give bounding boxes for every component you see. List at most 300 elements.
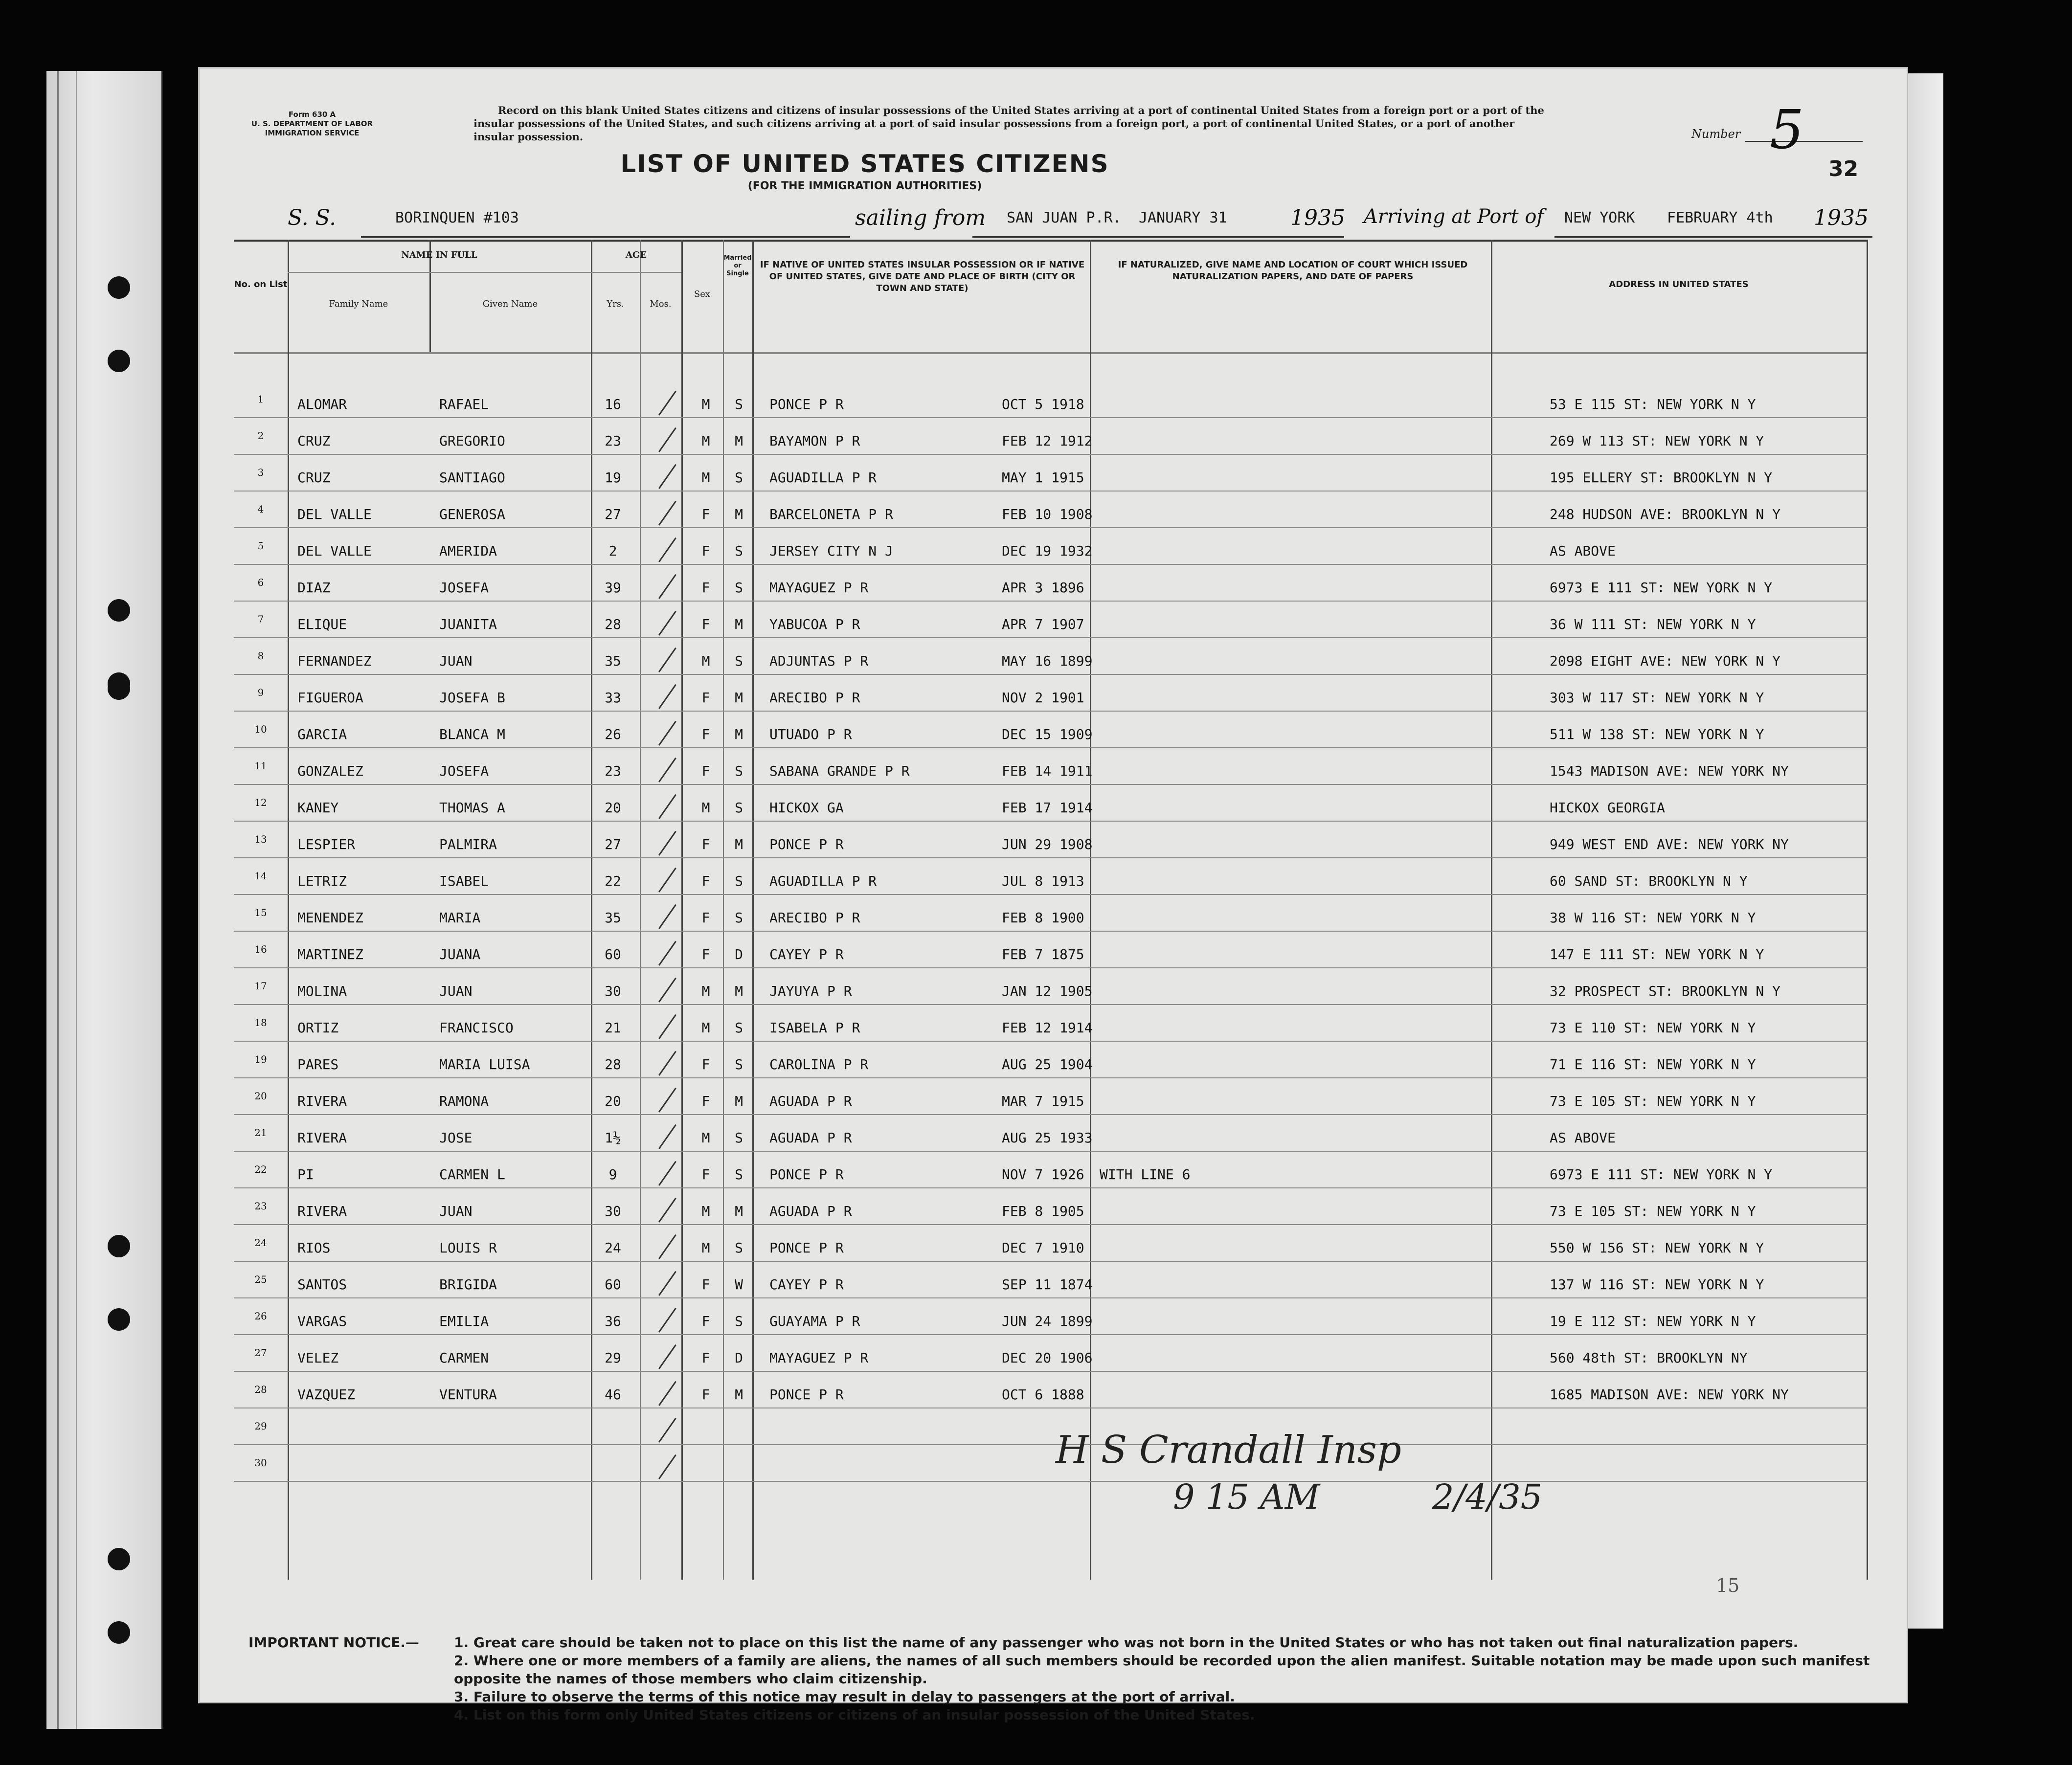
- binder-hole: [108, 350, 130, 372]
- us-address: 2098 EIGHT AVE: NEW YORK N Y: [1550, 653, 1781, 669]
- marital-status: S: [735, 800, 743, 816]
- marital-status: M: [735, 433, 743, 449]
- sex: F: [701, 506, 710, 522]
- sheet-count: 15: [1716, 1575, 1740, 1596]
- marital-status: S: [735, 653, 743, 669]
- table-row: [234, 1408, 1868, 1445]
- age-years: 23: [605, 433, 621, 449]
- sex: M: [701, 1020, 710, 1036]
- us-address: 269 W 113 ST: NEW YORK N Y: [1550, 433, 1764, 449]
- family-name: SANTOS: [297, 1276, 347, 1293]
- number-underline: [1745, 141, 1863, 142]
- notice-item: 4. List on this form only United States citizens or citizens of an insular possession of the United States.: [454, 1707, 1255, 1723]
- row-number: 25: [254, 1273, 267, 1285]
- row-number: 30: [254, 1457, 267, 1469]
- check-mark-icon: [658, 1014, 679, 1041]
- header-name-in-full: NAME IN FULL: [401, 250, 477, 260]
- check-mark-icon: [658, 501, 679, 527]
- binder-hole: [108, 1548, 130, 1570]
- binder-hole: [108, 276, 130, 299]
- marital-status: D: [735, 946, 743, 962]
- sex: M: [701, 983, 710, 999]
- passenger-table: [234, 240, 1868, 1580]
- us-address: 19 E 112 ST: NEW YORK N Y: [1550, 1313, 1756, 1329]
- us-address: 137 W 116 ST: NEW YORK N Y: [1550, 1276, 1764, 1293]
- ship-name: BORINQUEN #103: [395, 209, 519, 226]
- birth-place: GUAYAMA P R: [769, 1313, 860, 1329]
- birth-date: FEB 8 1905: [1002, 1203, 1084, 1219]
- table-row: [234, 1262, 1868, 1298]
- list-number: 5: [1770, 98, 1804, 161]
- table-row: [234, 1152, 1868, 1188]
- arriving-label: Arriving at Port of: [1364, 205, 1544, 228]
- age-years: 33: [605, 690, 621, 706]
- age-years: 26: [605, 726, 621, 742]
- us-address: 195 ELLERY ST: BROOKLYN N Y: [1550, 469, 1773, 486]
- birth-date: DEC 20 1906: [1002, 1350, 1093, 1366]
- birth-date: FEB 10 1908: [1002, 506, 1093, 522]
- ss-label: S. S.: [288, 205, 337, 230]
- birth-place: PONCE P R: [769, 396, 844, 412]
- row-number: 19: [254, 1053, 267, 1065]
- birth-place: CAROLINA P R: [769, 1056, 869, 1072]
- header-sex: Sex: [694, 289, 711, 299]
- marital-status: S: [735, 1166, 743, 1183]
- family-name: FERNANDEZ: [297, 653, 372, 669]
- table-row: [234, 565, 1868, 601]
- table-row: [234, 932, 1868, 968]
- sex: F: [701, 690, 710, 706]
- birth-place: SABANA GRANDE P R: [769, 763, 910, 779]
- row-number: 2: [257, 430, 264, 442]
- us-address: 73 E 110 ST: NEW YORK N Y: [1550, 1020, 1756, 1036]
- birth-place: PONCE P R: [769, 1240, 844, 1256]
- row-number: 18: [254, 1017, 267, 1028]
- birth-date: APR 7 1907: [1002, 616, 1084, 632]
- age-years: 46: [605, 1386, 621, 1403]
- check-mark-icon: [658, 684, 679, 711]
- sailing-from-label: sailing from: [855, 205, 986, 230]
- family-name: RIVERA: [297, 1203, 347, 1219]
- notice-item: 3. Failure to observe the terms of this notice may result in delay to passengers at the port of arrival.: [454, 1689, 1235, 1705]
- marital-status: S: [735, 1240, 743, 1256]
- age-years: 60: [605, 1276, 621, 1293]
- given-name: JUANA: [439, 946, 481, 962]
- arrival-date: FEBRUARY 4th: [1667, 209, 1773, 226]
- marital-status: S: [735, 1130, 743, 1146]
- family-name: RIVERA: [297, 1093, 347, 1109]
- check-mark-icon: [658, 574, 679, 601]
- table-row: [234, 712, 1868, 748]
- birth-date: FEB 12 1912: [1002, 433, 1093, 449]
- family-name: LETRIZ: [297, 873, 347, 889]
- table-row: [234, 492, 1868, 528]
- sex: M: [701, 1203, 710, 1219]
- row-number: 5: [257, 540, 264, 552]
- marital-status: D: [735, 1350, 743, 1366]
- age-years: 30: [605, 983, 621, 999]
- birth-date: JUN 24 1899: [1002, 1313, 1093, 1329]
- check-mark-icon: [658, 1308, 679, 1334]
- sex: F: [701, 1313, 710, 1329]
- marital-status: S: [735, 580, 743, 596]
- given-name: THOMAS A: [439, 800, 505, 816]
- notice-items: [454, 1633, 1872, 1724]
- age-years: 36: [605, 1313, 621, 1329]
- age-years: 22: [605, 873, 621, 889]
- header-subrule: [288, 272, 681, 273]
- check-mark-icon: [658, 1088, 679, 1114]
- age-years: 27: [605, 506, 621, 522]
- row-number: 9: [257, 687, 264, 698]
- age-years: 9: [608, 1166, 617, 1183]
- arrival-port: NEW YORK: [1564, 209, 1635, 226]
- birth-date: APR 3 1896: [1002, 580, 1084, 596]
- birth-place: JAYUYA P R: [769, 983, 852, 999]
- check-mark-icon: [658, 648, 679, 674]
- check-mark-icon: [658, 1454, 679, 1481]
- row-number: 4: [257, 503, 264, 515]
- given-name: JOSEFA B: [439, 690, 505, 706]
- departure-port: SAN JUAN P.R.: [1007, 209, 1122, 226]
- row-number: 16: [254, 943, 267, 955]
- age-years: 1½: [605, 1130, 621, 1146]
- marital-status: S: [735, 1020, 743, 1036]
- table-row: [234, 1005, 1868, 1041]
- birth-date: OCT 6 1888: [1002, 1386, 1084, 1403]
- birth-place: AGUADA P R: [769, 1130, 852, 1146]
- marital-status: M: [735, 1203, 743, 1219]
- birth-date: SEP 11 1874: [1002, 1276, 1093, 1293]
- sex: F: [701, 1386, 710, 1403]
- birth-date: AUG 25 1933: [1002, 1130, 1093, 1146]
- sex: F: [701, 1276, 710, 1293]
- table-row: [234, 528, 1868, 564]
- marital-status: S: [735, 396, 743, 412]
- given-name: CARMEN L: [439, 1166, 505, 1183]
- header-given-name: Given Name: [482, 299, 538, 309]
- us-address: 248 HUDSON AVE: BROOKLYN N Y: [1550, 506, 1781, 522]
- given-name: GREGORIO: [439, 433, 505, 449]
- table-row: [234, 638, 1868, 674]
- binder-hole: [108, 1621, 130, 1644]
- birth-place: JERSEY CITY N J: [769, 543, 893, 559]
- row-number: 15: [254, 907, 267, 918]
- family-name: LESPIER: [297, 836, 356, 852]
- binder-hole: [108, 1308, 130, 1331]
- check-mark-icon: [658, 978, 679, 1004]
- given-name: EMILIA: [439, 1313, 489, 1329]
- birth-date: NOV 7 1926: [1002, 1166, 1084, 1183]
- notice-item: 2. Where one or more members of a family are aliens, the names of all such members should be recorded upon the alien manifest. Suitable notation may be made upon such manifest opposite the names of those members who claim citizenship.: [454, 1653, 1870, 1687]
- family-name: PI: [297, 1166, 314, 1183]
- age-years: 19: [605, 469, 621, 486]
- check-mark-icon: [658, 1234, 679, 1261]
- given-name: PALMIRA: [439, 836, 497, 852]
- row-number: 7: [257, 613, 264, 625]
- header-years: Yrs.: [607, 299, 624, 309]
- check-mark-icon: [658, 1124, 679, 1151]
- birth-place: ADJUNTAS P R: [769, 653, 869, 669]
- birth-place: MAYAGUEZ P R: [769, 1350, 869, 1366]
- family-name: MARTINEZ: [297, 946, 363, 962]
- family-name: ORTIZ: [297, 1020, 339, 1036]
- given-name: GENEROSA: [439, 506, 505, 522]
- birth-place: ISABELA P R: [769, 1020, 860, 1036]
- us-address: 73 E 105 ST: NEW YORK N Y: [1550, 1203, 1756, 1219]
- age-years: 35: [605, 910, 621, 926]
- age-years: 27: [605, 836, 621, 852]
- us-address: 71 E 116 ST: NEW YORK N Y: [1550, 1056, 1756, 1072]
- row-number: 27: [254, 1347, 267, 1359]
- birth-place: PONCE P R: [769, 836, 844, 852]
- us-address: 32 PROSPECT ST: BROOKLYN N Y: [1550, 983, 1781, 999]
- given-name: ISABEL: [439, 873, 489, 889]
- birth-place: AGUADILLA P R: [769, 873, 877, 889]
- form-number: Form 630 A: [288, 110, 336, 119]
- family-name: MENENDEZ: [297, 910, 363, 926]
- given-name: AMERIDA: [439, 543, 497, 559]
- check-mark-icon: [658, 537, 679, 564]
- birth-date: FEB 17 1914: [1002, 800, 1093, 816]
- marital-status: S: [735, 1056, 743, 1072]
- marital-status: S: [735, 1313, 743, 1329]
- age-years: 29: [605, 1350, 621, 1366]
- form-title: LIST OF UNITED STATES CITIZENS: [620, 150, 1109, 178]
- birth-date: DEC 19 1932: [1002, 543, 1093, 559]
- binder-strip: [46, 71, 163, 1729]
- family-name: CRUZ: [297, 433, 331, 449]
- given-name: BLANCA M: [439, 726, 505, 742]
- table-row: [234, 1445, 1868, 1481]
- birth-date: JAN 12 1905: [1002, 983, 1093, 999]
- family-name: DEL VALLE: [297, 543, 372, 559]
- sex: M: [701, 396, 710, 412]
- us-address: 1543 MADISON AVE: NEW YORK NY: [1550, 763, 1789, 779]
- age-years: 28: [605, 616, 621, 632]
- check-mark-icon: [658, 831, 679, 857]
- check-mark-icon: [658, 464, 679, 491]
- us-address: 6973 E 111 ST: NEW YORK N Y: [1550, 1166, 1773, 1183]
- birth-place: AGUADA P R: [769, 1093, 852, 1109]
- birth-date: FEB 14 1911: [1002, 763, 1093, 779]
- given-name: JOSEFA: [439, 763, 489, 779]
- table-row: [234, 1042, 1868, 1078]
- given-name: JUANITA: [439, 616, 497, 632]
- sex: M: [701, 653, 710, 669]
- marital-status: M: [735, 983, 743, 999]
- birth-place: AGUADILLA P R: [769, 469, 877, 486]
- birth-date: AUG 25 1904: [1002, 1056, 1093, 1072]
- family-name: KANEY: [297, 800, 339, 816]
- table-row: [234, 1335, 1868, 1371]
- birth-place: MAYAGUEZ P R: [769, 580, 869, 596]
- us-address: AS ABOVE: [1550, 543, 1616, 559]
- sex: F: [701, 1350, 710, 1366]
- departure-year: 1935: [1290, 205, 1345, 230]
- binder-hole: [108, 599, 130, 622]
- department-name: U. S. DEPARTMENT OF LABOR: [251, 119, 373, 128]
- us-address: 147 E 111 ST: NEW YORK N Y: [1550, 946, 1764, 962]
- sex: F: [701, 1166, 710, 1183]
- birth-place: ARECIBO P R: [769, 690, 860, 706]
- sex: F: [701, 616, 710, 632]
- table-row: [234, 1298, 1868, 1335]
- binder-hole: [108, 1235, 130, 1257]
- age-years: 60: [605, 946, 621, 962]
- table-row: [234, 1188, 1868, 1225]
- table-border: [234, 240, 1868, 242]
- birth-place: PONCE P R: [769, 1386, 844, 1403]
- header-naturalization: IF NATURALIZED, GIVE NAME AND LOCATION OF COURT WHICH ISSUED NATURALIZATION PAPERS, AND DATE OF PAPERS: [1118, 260, 1468, 282]
- marital-status: M: [735, 690, 743, 706]
- family-name: ELIQUE: [297, 616, 347, 632]
- birth-date: MAY 16 1899: [1002, 653, 1093, 669]
- form-identifier: [234, 110, 390, 138]
- family-name: DIAZ: [297, 580, 331, 596]
- given-name: JUAN: [439, 653, 473, 669]
- family-name: ALOMAR: [297, 396, 347, 412]
- family-name: RIOS: [297, 1240, 331, 1256]
- given-name: BRIGIDA: [439, 1276, 497, 1293]
- header-married: Married or Single: [723, 254, 752, 277]
- table-row: [234, 968, 1868, 1005]
- given-name: JOSEFA: [439, 580, 489, 596]
- sex: M: [701, 1240, 710, 1256]
- age-years: 23: [605, 763, 621, 779]
- from-underline: [972, 236, 1344, 238]
- arrival-year: 1935: [1814, 205, 1869, 230]
- manifest-sheet: [200, 68, 1907, 1723]
- binder-hole: [108, 677, 130, 700]
- marital-status: S: [735, 763, 743, 779]
- marital-status: M: [735, 506, 743, 522]
- header-family-name: Family Name: [329, 299, 388, 309]
- inspection-date: 2/4/35: [1432, 1477, 1543, 1517]
- marital-status: S: [735, 469, 743, 486]
- given-name: VENTURA: [439, 1386, 497, 1403]
- inspector-signature: H S Crandall Insp: [1056, 1428, 1401, 1472]
- row-number: 29: [254, 1420, 267, 1432]
- given-name: JOSE: [439, 1130, 473, 1146]
- binder-rule: [57, 71, 59, 1729]
- row-number: 3: [257, 467, 264, 478]
- given-name: CARMEN: [439, 1350, 489, 1366]
- table-row: [234, 895, 1868, 931]
- sex: F: [701, 543, 710, 559]
- check-mark-icon: [658, 1344, 679, 1371]
- us-address: 949 WEST END AVE: NEW YORK NY: [1550, 836, 1789, 852]
- row-number: 13: [254, 833, 267, 845]
- row-number: 28: [254, 1384, 267, 1395]
- check-mark-icon: [658, 758, 679, 784]
- row-number: 17: [254, 980, 267, 992]
- us-address: 560 48th ST: BROOKLYN NY: [1550, 1350, 1748, 1366]
- birth-place: AGUADA P R: [769, 1203, 852, 1219]
- check-mark-icon: [658, 427, 679, 454]
- family-name: FIGUEROA: [297, 690, 363, 706]
- given-name: RAFAEL: [439, 396, 489, 412]
- row-number: 23: [254, 1200, 267, 1212]
- us-address: 6973 E 111 ST: NEW YORK N Y: [1550, 580, 1773, 596]
- age-years: 20: [605, 800, 621, 816]
- marital-status: W: [735, 1276, 743, 1293]
- sex: F: [701, 763, 710, 779]
- page-number: 32: [1828, 156, 1859, 181]
- table-row: [234, 1115, 1868, 1151]
- family-name: PARES: [297, 1056, 339, 1072]
- row-number: 8: [257, 650, 264, 662]
- sex: F: [701, 1056, 710, 1072]
- marital-status: S: [735, 910, 743, 926]
- birth-date: NOV 2 1901: [1002, 690, 1084, 706]
- header-address: ADDRESS IN UNITED STATES: [1609, 279, 1749, 290]
- departure-date: JANUARY 31: [1139, 209, 1227, 226]
- next-page-edge: [1903, 73, 1943, 1629]
- row-number: 20: [254, 1090, 267, 1102]
- marital-status: M: [735, 1093, 743, 1109]
- table-row: [234, 748, 1868, 784]
- family-name: VAZQUEZ: [297, 1386, 356, 1403]
- table-row: [234, 675, 1868, 711]
- family-name: MOLINA: [297, 983, 347, 999]
- row-number: 24: [254, 1237, 267, 1249]
- us-address: 38 W 116 ST: NEW YORK N Y: [1550, 910, 1756, 926]
- notice-item: 1. Great care should be taken not to place on this list the name of any passenger who was not born in the United States or who has not taken out final naturalization papers.: [454, 1634, 1799, 1651]
- notice-heading: IMPORTANT NOTICE.—: [248, 1634, 419, 1651]
- sex: F: [701, 1093, 710, 1109]
- birth-place: BARCELONETA P R: [769, 506, 893, 522]
- family-name: GARCIA: [297, 726, 347, 742]
- age-years: 24: [605, 1240, 621, 1256]
- us-address: 550 W 156 ST: NEW YORK N Y: [1550, 1240, 1764, 1256]
- check-mark-icon: [658, 1161, 679, 1187]
- given-name: MARIA: [439, 910, 481, 926]
- table-row: [234, 455, 1868, 491]
- given-name: JUAN: [439, 983, 473, 999]
- row-number: 1: [257, 393, 264, 405]
- us-address: 303 W 117 ST: NEW YORK N Y: [1550, 690, 1764, 706]
- given-name: SANTIAGO: [439, 469, 505, 486]
- table-row: [234, 381, 1868, 418]
- birth-place: CAYEY P R: [769, 1276, 844, 1293]
- table-row: [234, 785, 1868, 821]
- birth-place: HICKOX GA: [769, 800, 844, 816]
- check-mark-icon: [658, 1381, 679, 1408]
- table-row: [234, 418, 1868, 454]
- given-name: FRANCISCO: [439, 1020, 514, 1036]
- birth-date: MAR 7 1915: [1002, 1093, 1084, 1109]
- row-number: 14: [254, 870, 267, 882]
- marital-status: M: [735, 1386, 743, 1403]
- binder-rule: [76, 71, 77, 1729]
- sex: M: [701, 1130, 710, 1146]
- us-address: 36 W 111 ST: NEW YORK N Y: [1550, 616, 1756, 632]
- check-mark-icon: [658, 941, 679, 967]
- port-underline: [1554, 236, 1872, 238]
- us-address: 511 W 138 ST: NEW YORK N Y: [1550, 726, 1764, 742]
- given-name: LOUIS R: [439, 1240, 497, 1256]
- inspection-time: 9 15 AM: [1173, 1477, 1320, 1517]
- age-years: 20: [605, 1093, 621, 1109]
- row-number: 22: [254, 1163, 267, 1175]
- family-name: VARGAS: [297, 1313, 347, 1329]
- header-months: Mos.: [650, 299, 672, 309]
- form-subtitle: (FOR THE IMMIGRATION AUTHORITIES): [747, 180, 982, 192]
- age-years: 28: [605, 1056, 621, 1072]
- age-years: 2: [608, 543, 617, 559]
- birth-place: BAYAMON P R: [769, 433, 860, 449]
